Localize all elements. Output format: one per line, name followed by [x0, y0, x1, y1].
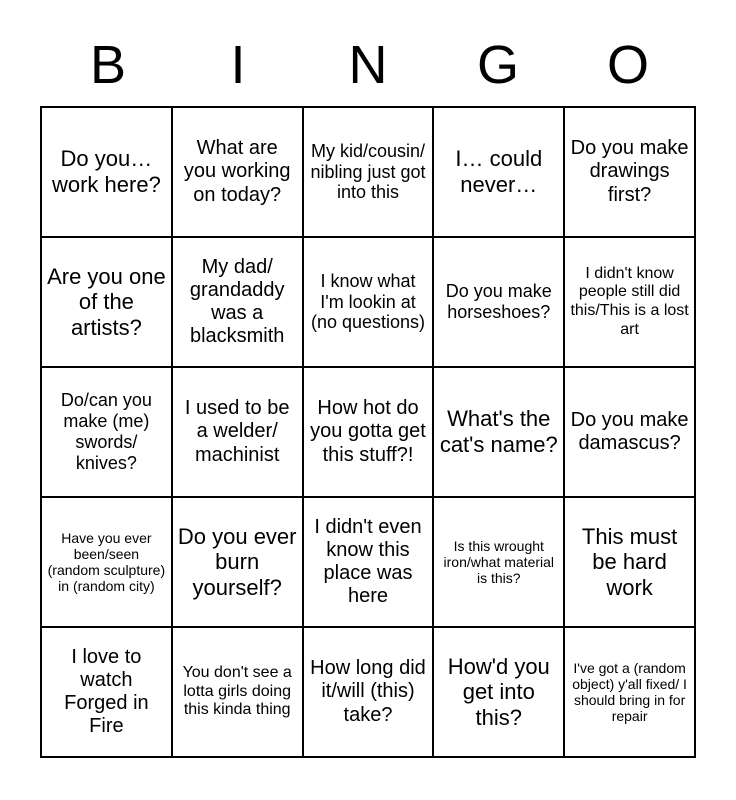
- bingo-cell[interactable]: This must be hard work: [564, 497, 695, 627]
- bingo-cell[interactable]: Have you ever been/seen (random sculpture) in (random city): [41, 497, 172, 627]
- bingo-grid: [40, 106, 696, 758]
- bingo-cell[interactable]: I love to watch Forged in Fire: [41, 627, 172, 757]
- bingo-letter-o: O: [606, 35, 649, 95]
- bingo-header: [43, 0, 693, 96]
- bingo-cell[interactable]: My dad/ grandaddy was a blacksmith: [172, 237, 303, 367]
- bingo-letter-b: B: [89, 35, 127, 95]
- bingo-cell[interactable]: Do you… work here?: [41, 107, 172, 237]
- bingo-cell[interactable]: Do/can you make (me) swords/ knives?: [41, 367, 172, 497]
- bingo-row: [41, 107, 695, 237]
- bingo-cell[interactable]: Do you make drawings first?: [564, 107, 695, 237]
- bingo-cell[interactable]: Do you make damascus?: [564, 367, 695, 497]
- bingo-cell[interactable]: How long did it/will (this) take?: [303, 627, 434, 757]
- bingo-letter-g: G: [476, 35, 519, 95]
- bingo-cell[interactable]: My kid/cousin/ nibling just got into this: [303, 107, 434, 237]
- bingo-row: [41, 237, 695, 367]
- bingo-cell[interactable]: How'd you get into this?: [433, 627, 564, 757]
- bingo-cell[interactable]: I didn't even know this place was here: [303, 497, 434, 627]
- bingo-cell[interactable]: Do you make horseshoes?: [433, 237, 564, 367]
- bingo-cell[interactable]: What are you working on today?: [172, 107, 303, 237]
- bingo-cell[interactable]: What's the cat's name?: [433, 367, 564, 497]
- bingo-row: [41, 627, 695, 757]
- bingo-cell[interactable]: Is this wrought iron/what material is this?: [433, 497, 564, 627]
- bingo-cell[interactable]: You don't see a lotta girls doing this kinda thing: [172, 627, 303, 757]
- bingo-cell[interactable]: Do you ever burn yourself?: [172, 497, 303, 627]
- bingo-cell[interactable]: I know what I'm lookin at (no questions): [303, 237, 434, 367]
- bingo-cell[interactable]: How hot do you gotta get this stuff?!: [303, 367, 434, 497]
- bingo-cell[interactable]: Are you one of the artists?: [41, 237, 172, 367]
- bingo-cell[interactable]: I used to be a welder/ machinist: [172, 367, 303, 497]
- bingo-letter-n: N: [348, 35, 388, 95]
- bingo-cell[interactable]: I didn't know people still did this/This is a lost art: [564, 237, 695, 367]
- bingo-letter-i: I: [230, 35, 246, 95]
- bingo-row: [41, 497, 695, 627]
- bingo-cell[interactable]: I've got a (random object) y'all fixed/ I should bring in for repair: [564, 627, 695, 757]
- bingo-row: [41, 367, 695, 497]
- bingo-cell[interactable]: I… could never…: [433, 107, 564, 237]
